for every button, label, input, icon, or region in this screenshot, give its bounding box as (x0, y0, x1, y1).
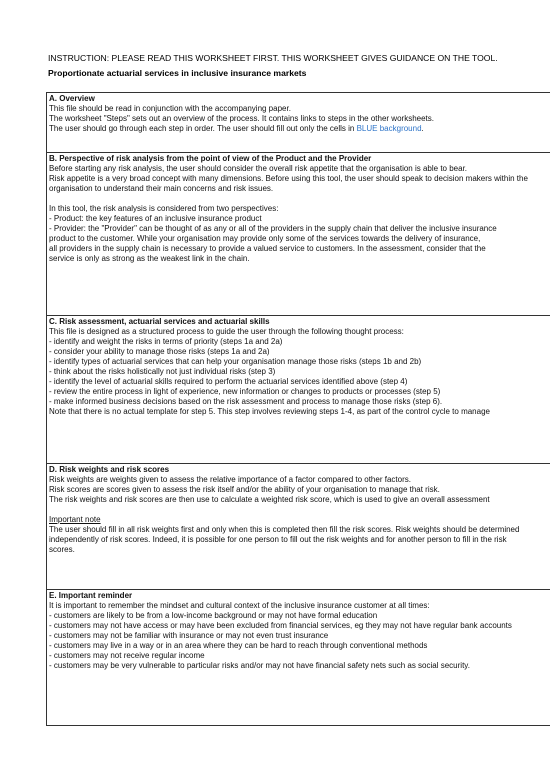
text-line: scores. (49, 545, 75, 554)
text-line: - customers are likely to be from a low-income background or may not have formal education (49, 611, 378, 620)
text-fragment: . (421, 124, 424, 133)
text-line: - make informed business decisions based on the risk assessment and process to manage those risks (step 6). (49, 397, 443, 406)
text-line: - identify and weight the risks in terms of priority (steps 1a and 2a) (49, 337, 283, 346)
text-line: Risk appetite is a very broad concept with many dimensions. Before using this tool, the user should speak to decision makers within the (49, 174, 528, 183)
text-line (49, 124, 550, 134)
text-line: - customers may not be familiar with insurance or may not even trust insurance (49, 631, 329, 640)
section-heading: A. Overview (49, 94, 95, 103)
text-line: - identify types of actuarial services that can help your organisation manage those risks (steps 1b and 2b) (49, 357, 422, 366)
text-line: - review the entire process in light of experience, new information or changes to products or processes (step 5) (49, 387, 441, 396)
text-line: service is only as strong as the weakest link in the chain. (49, 254, 250, 263)
text-line: - think about the risks holistically not just individual risks (step 3) (49, 367, 276, 376)
text-line: independently of risk scores. Indeed, it is possible for one person to fill out the risk weights and for another person to fill in the risk (49, 535, 507, 544)
text-line: In this tool, the risk analysis is considered from two perspectives: (49, 204, 279, 213)
page-subtitle: Proportionate actuarial services in inclusive insurance markets (48, 68, 307, 78)
section-heading: B. Perspective of risk analysis from the point of view of the Product and the Provider (49, 154, 372, 163)
section-important-reminder[interactable] (47, 589, 550, 726)
text-line: - Provider: the "Provider" can be thought of as any or all of the providers in the supply chain that deliver the inclusive insurance (49, 224, 497, 233)
text-line: Risk scores are scores given to assess the risk itself and/or the ability of your organisation to manage that risk. (49, 485, 440, 494)
text-fragment: The user should go through each step in order. The user should fill out only the cells in (49, 124, 357, 133)
text-line: - customers may be very vulnerable to particular risks and/or may not have financial safety nets such as social security. (49, 661, 470, 670)
section-heading: C. Risk assessment, actuarial services and actuarial skills (49, 317, 270, 326)
text-line: The worksheet "Steps" sets out an overview of the process. It contains links to steps in the other worksheets. (49, 114, 434, 123)
text-line: Before starting any risk analysis, the user should consider the overall risk appetite that the organisation is able to bear. (49, 164, 468, 173)
blank-line (49, 505, 550, 515)
text-line: - customers may live in a way or in an area where they can be hard to reach through conventional methods (49, 641, 428, 650)
section-risk-assessment[interactable] (47, 315, 550, 463)
text-line: The user should fill in all risk weights first and only when this is completed then fill the risk scores. Risk weights should be determined (49, 525, 520, 534)
text-line: all providers in the supply chain is necessary to provide a valued service to customers. In the assessment, consider that the (49, 244, 486, 253)
section-risk-weights[interactable] (47, 463, 550, 589)
text-line: This file should be read in conjunction with the accompanying paper. (49, 104, 291, 113)
text-line: - customers may not receive regular income (49, 651, 205, 660)
text-line: - customers may not have access or may have been excluded from financial services, eg they may not have regular bank accounts (49, 621, 512, 630)
text-line: product to the customer. While your organisation may provide only some of the services towards the delivery of insurance, (49, 234, 481, 243)
text-line: This file is designed as a structured process to guide the user through the following thought process: (49, 327, 404, 336)
section-heading: D. Risk weights and risk scores (49, 465, 170, 474)
text-line: organisation to understand their main concerns and risk issues. (49, 184, 274, 193)
section-perspective[interactable] (47, 152, 550, 315)
text-line: - Product: the key features of an inclusive insurance product (49, 214, 262, 223)
text-line: Risk weights are weights given to assess the relative importance of a factor compared to other factors. (49, 475, 411, 484)
text-line: - consider your ability to manage those risks (steps 1a and 2a) (49, 347, 270, 356)
text-line: - identify the level of actuarial skills required to perform the actuarial services identified above (step 4) (49, 377, 408, 386)
text-line: Note that there is no actual template for step 5. This step involves reviewing steps 1-4, as part of the control cycle to manage (49, 407, 490, 416)
text-line: The risk weights and risk scores are then use to calculate a weighted risk score, which is used to give an overall assessment (49, 495, 490, 504)
text-line: It is important to remember the mindset and cultural context of the inclusive insurance customer at all times: (49, 601, 430, 610)
section-heading: E. Important reminder (49, 591, 133, 600)
instruction-text: INSTRUCTION: PLEASE READ THIS WORKSHEET FIRST. THIS WORKSHEET GIVES GUIDANCE ON THE TOOL. (48, 53, 498, 63)
blue-background-label: BLUE background (356, 124, 422, 133)
important-note-heading: Important note (49, 515, 101, 524)
blank-line (49, 194, 550, 204)
guidance-sections (46, 92, 550, 726)
section-overview[interactable] (47, 93, 550, 152)
